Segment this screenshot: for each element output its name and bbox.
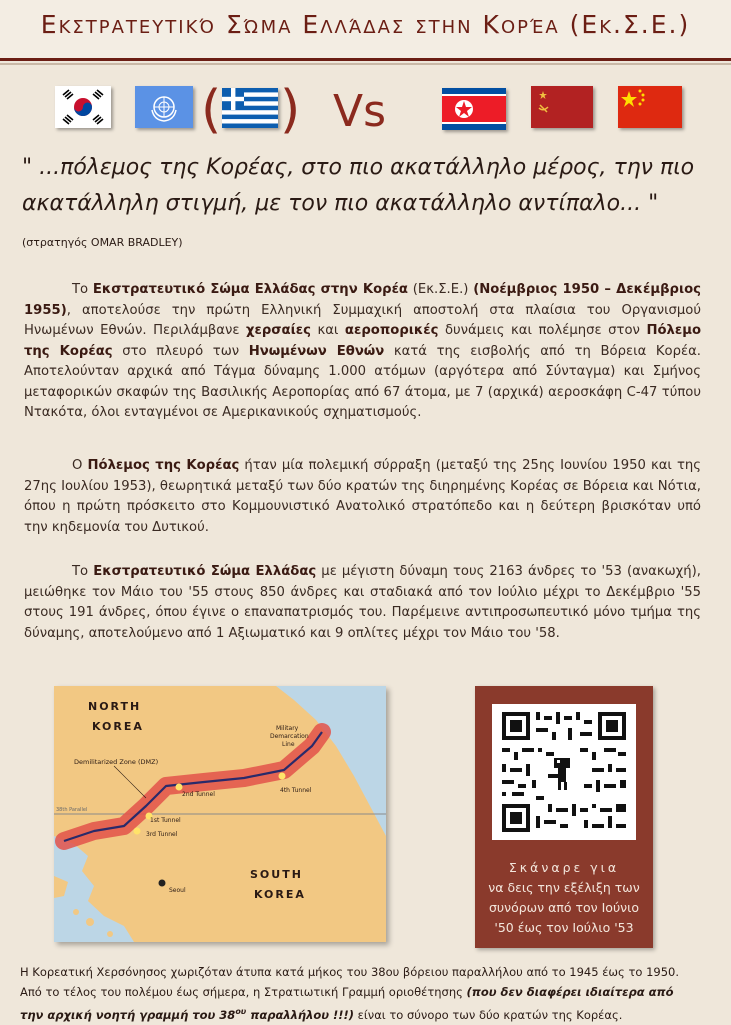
map-label-mdl-1: Military <box>276 725 299 732</box>
paragraph-3 <box>24 562 701 644</box>
p3-text-2: με μέγιστη δύναμη τους 2163 άνδρες το '53 (ανακωχή), μειώθηκε τον Μάιο του '55 στους 850 άνδρες και σταδιακά από τον Ιούλιο μέχρι το Δεκέμβριο '55 στους 191 άνδρες, όπου έγινε ο επαναπατρισμός του. Παρέμεινε αντιπροσωπευτικό μόνο τμήμα της δύναμης, αποτελούμενο από 1 Αξιωματικό και 9 οπλίτες μέχρι τον Μάιο του '58. <box>24 564 701 641</box>
header-divider <box>0 63 731 65</box>
map-label-dmz: Demilitarized Zone (DMZ) <box>74 758 159 766</box>
map-label-north: NORTH <box>88 700 142 713</box>
p1-text-7: κατά της εισβολής από τη Βόρεια Κορέα. Αποτελούνταν αρχικά από Τάγμα δύναμης 1.000 ατόμων (αργότερα από Σύνταγμα) και Σμήνος μεταφορικών σκαφών της Βασιλικής Αεροπορίας από 67 άτομα, με 7 (αρχικά) αεροσκάφη C-47 τύπου Ντακότα, όλοι ενταγμένοι σε Αμερικανικούς σχηματισμούς. <box>24 343 701 420</box>
close-paren: ) <box>280 80 301 140</box>
p1-bold-3: χερσαίες <box>245 323 311 338</box>
korea-dmz-map <box>54 686 386 942</box>
versus-label: Vs <box>333 86 387 137</box>
bradley-quote <box>22 150 712 261</box>
p3-text-1: Το <box>72 564 94 579</box>
map-label-mdl-3: Line <box>282 741 295 748</box>
p1-text-4: και <box>310 323 345 338</box>
p2-text-2: ήταν μία πολεμική σύρραξη (μεταξύ της 25ης Ιουνίου 1950 και της 27ης Ιουλίου 1953), θεωρητικά μεταξύ των δύο κρατών της διηρημένης Κορέας σε Βόρεια και Νότια, όπου η πρώτη πρόσκειτο στο Κομμουνιστικό Ανατολικό στρατόπεδο και η δεύτερη βρισκόταν υπό την κηδεμονία του Δυτικού. <box>24 458 701 535</box>
p1-text-5: δυνάμεις και πολέμησε στον <box>438 323 647 338</box>
paragraph-2 <box>24 456 701 538</box>
p1-bold-2: (Νοέμβριος 1950 – Δεκέμβριος 1955) <box>24 282 701 318</box>
p1-bold-4: αεροπορικές <box>344 323 439 338</box>
qr-caption <box>481 858 647 938</box>
north-korea-flag <box>442 88 506 130</box>
caption-line3-sup: ου <box>235 1007 247 1016</box>
caption-line3 <box>20 1002 715 1025</box>
qr-caption-line4: '50 έως τον Ιούλιο '53 <box>494 920 634 935</box>
p1-bold-5: Πόλεμο της Κορέας <box>24 323 701 359</box>
caption-line2 <box>20 982 715 1002</box>
open-paren: ( <box>201 80 222 140</box>
china-flag <box>618 86 682 128</box>
caption-line2-a: Από το τέλος του πολέμου έως σήμερα, η Στρατιωτική Γραμμή οριοθέτησης <box>20 985 467 999</box>
map-label-seoul: Seoul <box>169 887 186 894</box>
paragraph-1 <box>24 280 701 424</box>
caption-line3-a: την αρχική νοητή γραμμή του 38 <box>20 1007 236 1022</box>
map-label-mdl-2: Demarcation <box>270 733 309 740</box>
p2-bold-1: Πόλεμος της Κορέας <box>87 458 240 473</box>
map-caption <box>20 962 715 1025</box>
map-label-parallel: 38th Parallel <box>56 807 88 813</box>
map-label-tunnel1: 1st Tunnel <box>150 817 181 824</box>
map-label-korea-n: KOREA <box>92 720 144 733</box>
quote-text: " ...πόλεμος της Κορέας, στο πιο ακατάλληλο μέρος, την πιο ακατάλληλη στιγμή, με τον πιο ακατάλληλο αντίπαλο... " <box>22 155 695 216</box>
caption-line1: Η Κορεατική Χερσόνησος χωριζόταν άτυπα κατά μήκος του 38ου βόρειου παραλλήλου από το 1945 έως το 1950. <box>20 965 680 979</box>
caption-line3-b: παραλλήλου !!!) <box>246 1007 355 1022</box>
map-label-south: SOUTH <box>250 868 303 881</box>
qr-caption-line1: Σκάναρε για <box>508 860 620 875</box>
map-label-tunnel3: 3rd Tunnel <box>146 831 178 838</box>
map-label-tunnel2: 2nd Tunnel <box>182 791 215 798</box>
p1-text-3: , αποτελούσε την πρώτη Ελληνική Συμμαχική αποστολή στα πλαίσια του Οργανισμού Ηνωμένων Εθνών. Περιλάμβανε <box>24 302 701 338</box>
quote-attribution: (στρατηγός OMAR BRADLEY) <box>22 236 183 249</box>
p1-bold-6: Ηνωμένων Εθνών <box>248 343 385 359</box>
qr-caption-line3: συνόρων από τον Ιούνιο <box>488 900 640 915</box>
map-label-korea-s: KOREA <box>254 888 306 901</box>
p2-text-1: Ο <box>72 458 88 473</box>
caption-line3-c: είναι το σύνορο των δύο κρατών της Κορέας. <box>354 1007 623 1022</box>
ussr-flag <box>531 86 593 128</box>
qr-panel[interactable] <box>475 686 653 948</box>
p3-bold-1: Εκστρατευτικό Σώμα Ελλάδας <box>93 564 317 579</box>
qr-caption-line2: να δεις την εξέλιξη των <box>488 880 640 895</box>
map-label-tunnel4: 4th Tunnel <box>280 787 312 794</box>
p1-text-1: Το <box>72 282 93 297</box>
p1-text-2: (Εκ.Σ.Ε.) <box>408 282 474 297</box>
p1-bold-1: Εκστρατευτικό Σώμα Ελλάδας στην Κορέα <box>92 282 408 297</box>
caption-line2-b: (που δεν διαφέρει ιδιαίτερα από <box>466 985 674 999</box>
un-flag <box>135 86 193 128</box>
header-bar <box>0 0 731 61</box>
south-korea-flag <box>55 86 111 128</box>
greece-flag <box>222 88 278 128</box>
page-title: Εκστρατευτικό Σώμα Ελλάδας στην Κορέα (Εκ.Σ.Ε.) <box>40 10 691 39</box>
qr-code[interactable] <box>492 704 636 840</box>
p1-text-6: στο πλευρό των <box>112 343 249 359</box>
